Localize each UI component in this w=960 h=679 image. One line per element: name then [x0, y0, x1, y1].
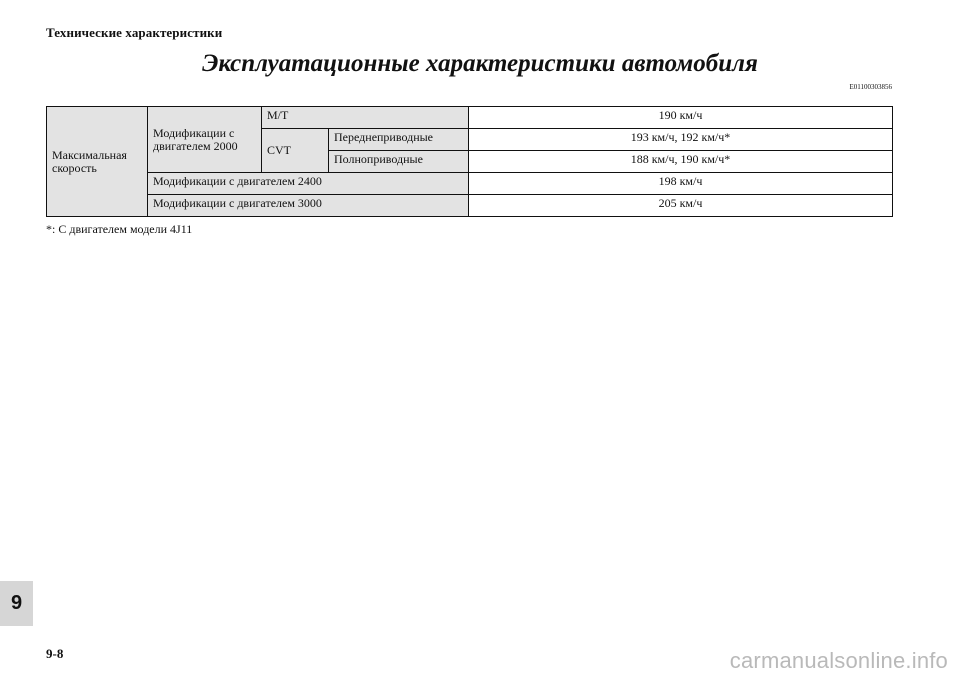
- engine-2000-label: Модификации с двигателем 2000: [148, 107, 262, 173]
- engine-3000-label: Модификации с двигателем 3000: [148, 195, 469, 217]
- fwd-value: 193 км/ч, 192 км/ч*: [469, 129, 893, 151]
- engine-2400-label: Модификации с двигателем 2400: [148, 173, 469, 195]
- mt-label: M/T: [262, 107, 469, 129]
- awd-label: Полноприводные: [329, 151, 469, 173]
- table-row: [47, 173, 893, 195]
- awd-value: 188 км/ч, 190 км/ч*: [469, 151, 893, 173]
- chapter-tab: 9: [0, 581, 33, 626]
- section-header: Технические характеристики: [46, 25, 223, 40]
- table-row: [47, 195, 893, 217]
- fwd-label: Переднеприводные: [329, 129, 469, 151]
- document-code: E01100303856: [849, 83, 892, 91]
- watermark: carmanualsonline.info: [729, 648, 948, 673]
- performance-table: [46, 106, 893, 217]
- max-speed-label: Максимальная скорость: [47, 107, 148, 217]
- engine-2400-value: 198 км/ч: [469, 173, 893, 195]
- mt-value: 190 км/ч: [469, 107, 893, 129]
- page-number: 9-8: [46, 646, 64, 661]
- engine-3000-value: 205 км/ч: [469, 195, 893, 217]
- page-title: Эксплуатационные характеристики автомобиля: [202, 50, 758, 77]
- table-row: [47, 107, 893, 129]
- cvt-label: CVT: [262, 129, 329, 173]
- footnote: *: С двигателем модели 4J11: [46, 222, 193, 236]
